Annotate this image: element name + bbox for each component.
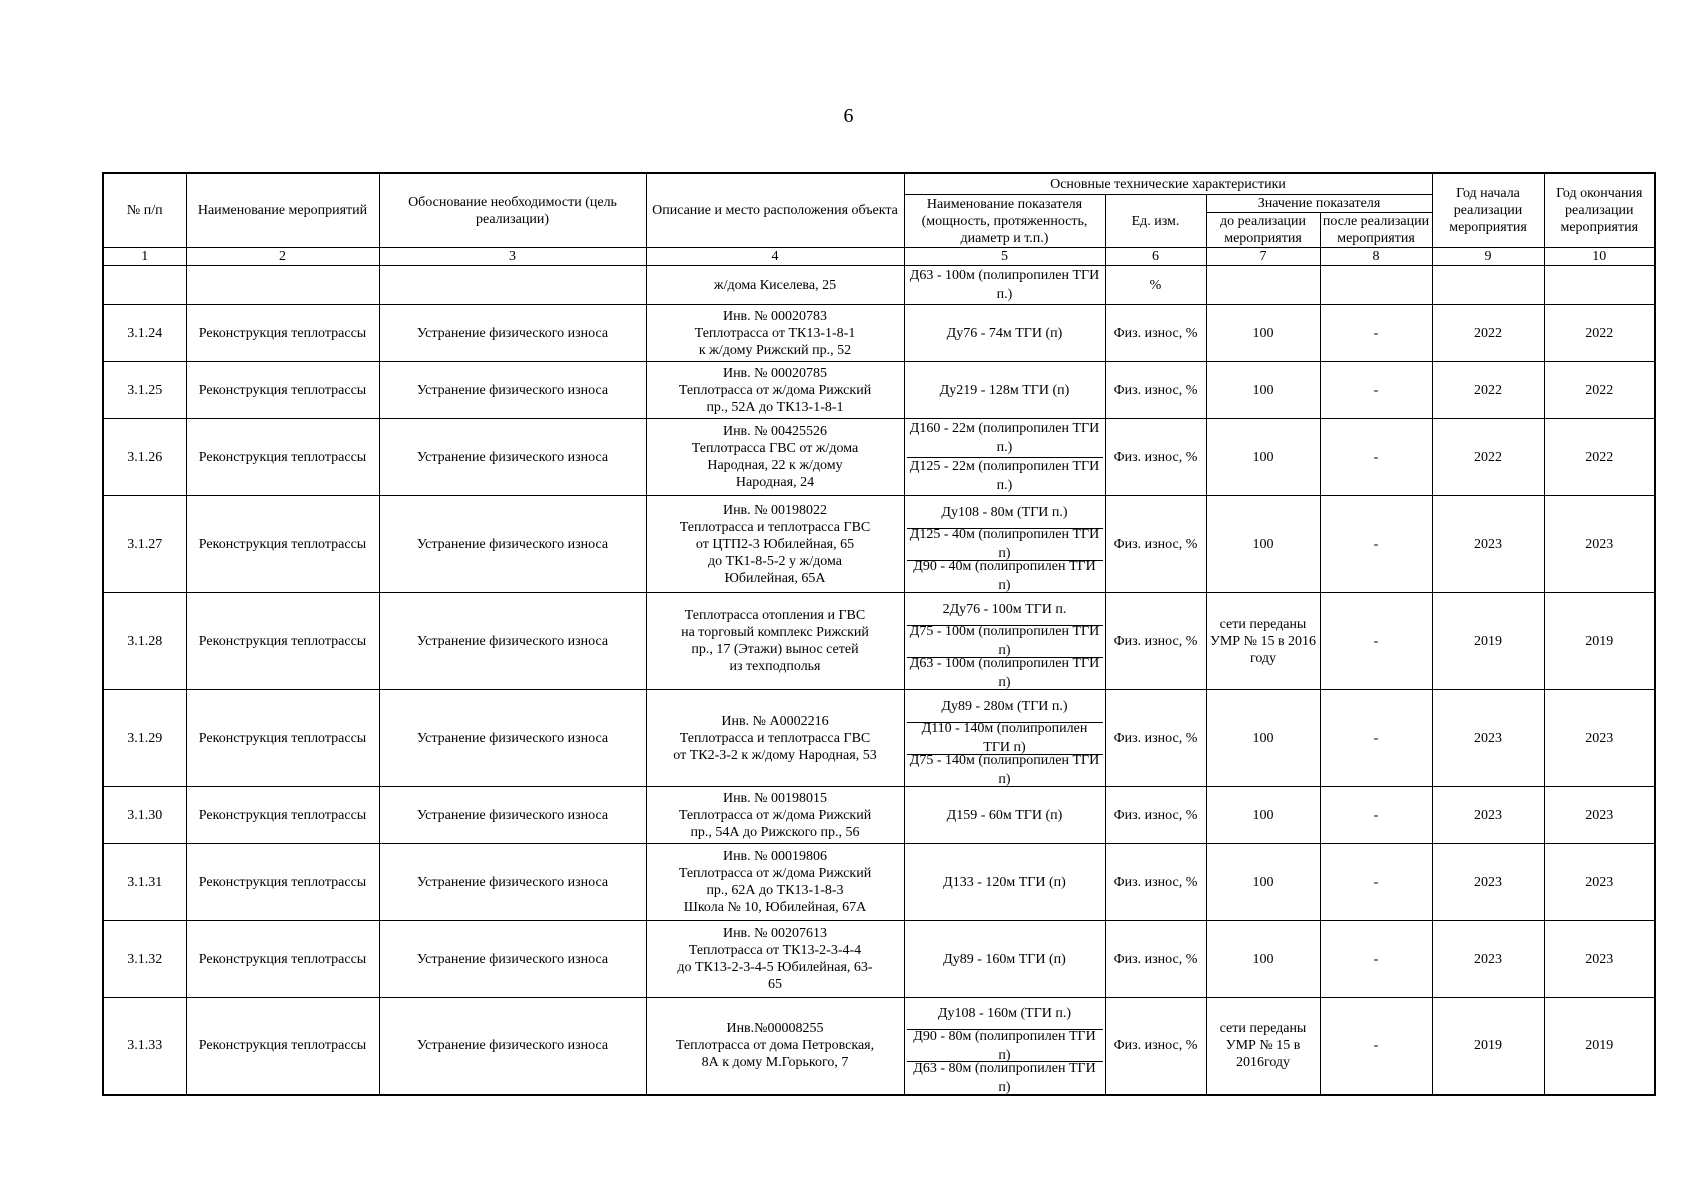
location-line: Теплотрасса от дома Петровская, [675,1038,875,1054]
cell-location [646,998,904,1095]
cell-reason: Устранение физического износа [379,593,646,690]
cell-num: 3.1.25 [103,362,186,419]
cell-end: 2023 [1544,787,1655,844]
cell-start: 2023 [1432,921,1544,998]
header-location: Описание и место расположения объекта [646,173,904,248]
location-line: Инв. № 00425526 [722,424,828,439]
cell-unit: Физ. износ, % [1105,419,1206,496]
location-line: к ж/дому Рижский пр., 52 [698,342,852,358]
header-num: № п/п [103,173,186,248]
location-line: Теплотрасса ГВС от ж/дома [691,441,859,456]
cell-num [103,266,186,305]
spec-item: Ду89 - 280м (ТГИ п.) [907,691,1103,723]
location-line: Теплотрасса отопления и ГВС [684,608,866,623]
cell-location: ж/дома Киселева, 25 [646,266,904,305]
cell-num: 3.1.28 [103,593,186,690]
location-line: Народная, 22 к ж/дому [707,458,843,473]
column-number: 9 [1432,248,1544,266]
cell-spec [904,690,1105,787]
cell-name [186,266,379,305]
spec-item: Д125 - 22м (полипропилен ТГИ п.) [909,459,1100,493]
location-line: Теплотрасса от ж/дома Рижский [678,866,872,881]
location-line: пр., 62А до ТК13-1-8-3 [706,883,844,898]
cell-end [1544,266,1655,305]
cell-name: Реконструкция теплотрассы [186,593,379,690]
cell-name: Реконструкция теплотрассы [186,496,379,593]
location-line: 8А к дому М.Горького, 7 [701,1055,849,1071]
cell-start: 2022 [1432,362,1544,419]
cell-spec [904,787,1105,844]
column-numbers-row [103,248,1655,266]
cell-start: 2022 [1432,305,1544,362]
header-value: Значение показателя [1206,195,1432,213]
cell-unit: Физ. износ, % [1105,593,1206,690]
header-tech: Основные технические характеристики [904,173,1432,195]
table-row [103,496,1655,593]
cell-spec [904,305,1105,362]
cell-spec [904,593,1105,690]
cell-name: Реконструкция теплотрассы [186,921,379,998]
cell-location [646,787,904,844]
cell-after: - [1320,593,1432,690]
cell-unit: Физ. износ, % [1105,998,1206,1095]
cell-num: 3.1.33 [103,998,186,1095]
cell-location [646,690,904,787]
header-end-year: Год окончания реализации мероприятия [1544,173,1655,248]
location-line: Инв. № 00207613 [722,926,828,941]
location-line: до ТК1-8-5-2 у ж/дома [708,553,842,569]
table-row [103,305,1655,362]
spec-item: Ду108 - 80м (ТГИ п.) [907,497,1103,529]
location-line: Инв. № 00020785 [722,365,828,381]
cell-reason: Устранение физического износа [379,690,646,787]
cell-before: 100 [1206,787,1320,844]
location-line: пр., 54А до Рижского пр., 56 [690,824,860,840]
cell-end: 2022 [1544,362,1655,419]
location-line: Школа № 10, Юбилейная, 67А [683,900,867,915]
header-unit: Ед. изм. [1105,195,1206,248]
cell-before: 100 [1206,305,1320,362]
cell-reason: Устранение физического износа [379,844,646,921]
cell-before [1206,266,1320,305]
location-line: Теплотрасса от ТК13-1-8-1 [694,325,856,341]
location-line: Инв. № 00020783 [722,308,828,324]
table-header [103,173,1655,266]
cell-location [646,921,904,998]
column-number: 8 [1320,248,1432,266]
cell-before: 100 [1206,690,1320,787]
cell-reason: Устранение физического износа [379,921,646,998]
location-line: Теплотрасса и теплотрасса ГВС [679,519,871,535]
location-line: от ТК2-3-2 к ж/дому Народная, 53 [673,747,877,763]
location-line: из техподполья [729,659,821,674]
cell-end: 2022 [1544,305,1655,362]
column-number: 4 [646,248,904,266]
cell-after: - [1320,998,1432,1095]
cell-location [646,593,904,690]
cell-start: 2023 [1432,844,1544,921]
cell-end: 2023 [1544,496,1655,593]
cell-location [646,362,904,419]
table-body [103,266,1655,1095]
cell-before: 100 [1206,419,1320,496]
header-before: до реализации мероприятия [1206,213,1320,248]
column-number: 7 [1206,248,1320,266]
spec-item: Д159 - 60м ТГИ (п) [946,807,1063,823]
spec-item: Д160 - 22м (полипропилен ТГИ п.) [907,420,1103,458]
cell-end: 2019 [1544,998,1655,1095]
cell-before: 100 [1206,844,1320,921]
column-number: 2 [186,248,379,266]
cell-reason: Устранение физического износа [379,305,646,362]
spec-item: Ду219 - 128м ТГИ (п) [939,382,1070,398]
cell-spec [904,266,1105,305]
spec-item: Д90 - 80м (полипропилен ТГИ п) [907,1030,1103,1062]
header-indicator-name: Наименование показателя (мощность, протяженность, диаметр и т.п.) [904,195,1105,248]
spec-item: Д125 - 40м (полипропилен ТГИ п) [907,529,1103,561]
cell-end: 2022 [1544,419,1655,496]
location-line: Народная, 24 [735,475,815,490]
cell-reason: Устранение физического износа [379,787,646,844]
cell-after: - [1320,787,1432,844]
column-number: 10 [1544,248,1655,266]
table-row [103,844,1655,921]
cell-name: Реконструкция теплотрассы [186,787,379,844]
cell-spec [904,921,1105,998]
cell-after: - [1320,690,1432,787]
cell-start: 2019 [1432,998,1544,1095]
cell-start: 2023 [1432,496,1544,593]
continuation-row [103,266,1655,305]
cell-num: 3.1.30 [103,787,186,844]
location-line: на торговый комплекс Рижский [681,625,869,640]
header-after: после реализации мероприятия [1320,213,1432,248]
cell-unit: Физ. износ, % [1105,305,1206,362]
cell-reason: Устранение физического износа [379,362,646,419]
cell-num: 3.1.24 [103,305,186,362]
spec-item: Д75 - 140м (полипропилен ТГИ п) [909,753,1100,787]
cell-unit: % [1105,266,1206,305]
column-number: 5 [904,248,1105,266]
cell-name: Реконструкция теплотрассы [186,690,379,787]
location-line: Инв. № 00198022 [722,502,828,518]
spec-item: Ду108 - 160м (ТГИ п.) [907,998,1103,1030]
cell-spec [904,496,1105,593]
header-name: Наименование мероприятий [186,173,379,248]
table-row [103,419,1655,496]
location-line: Теплотрасса от ж/дома Рижский [678,807,872,823]
cell-after [1320,266,1432,305]
cell-after: - [1320,496,1432,593]
cell-start: 2019 [1432,593,1544,690]
location-line: до ТК13-2-3-4-5 Юбилейная, 63- [677,960,873,975]
spec-item: Ду89 - 160м ТГИ (п) [943,951,1066,967]
table-row [103,690,1655,787]
spec-item: Д75 - 100м (полипропилен ТГИ п) [907,626,1103,658]
cell-end: 2023 [1544,844,1655,921]
header-start-year: Год начала реализации мероприятия [1432,173,1544,248]
cell-name: Реконструкция теплотрассы [186,305,379,362]
cell-unit: Физ. износ, % [1105,844,1206,921]
cell-unit: Физ. износ, % [1105,787,1206,844]
column-number: 6 [1105,248,1206,266]
location-line: Инв. № 00019806 [722,849,828,864]
spec-item: Д133 - 120м ТГИ (п) [943,874,1066,890]
cell-end: 2019 [1544,593,1655,690]
spec-item: Д90 - 40м (полипропилен ТГИ п) [913,559,1096,593]
cell-before: 100 [1206,496,1320,593]
cell-after: - [1320,305,1432,362]
cell-before: сети переданы УМР № 15 в 2016 году [1206,593,1320,690]
cell-start: 2023 [1432,787,1544,844]
cell-name: Реконструкция теплотрассы [186,362,379,419]
location-line: Юбилейная, 65А [724,570,826,586]
cell-num: 3.1.31 [103,844,186,921]
location-line: Теплотрасса от ж/дома Рижский [678,382,872,398]
cell-location [646,844,904,921]
cell-num: 3.1.29 [103,690,186,787]
table-row [103,593,1655,690]
cell-after: - [1320,419,1432,496]
spec-item: Д63 - 80м (полипропилен ТГИ п) [913,1060,1096,1095]
cell-after: - [1320,844,1432,921]
spec-item: Д110 - 140м (полипропилен ТГИ п) [907,723,1103,755]
column-number: 3 [379,248,646,266]
cell-name: Реконструкция теплотрассы [186,998,379,1095]
cell-before: сети переданы УМР № 15 в 2016году [1206,998,1320,1095]
cell-end: 2023 [1544,921,1655,998]
cell-spec [904,844,1105,921]
cell-before: 100 [1206,921,1320,998]
location-line: Инв. № 00198015 [722,790,828,806]
cell-unit: Физ. износ, % [1105,496,1206,593]
measures-table [102,172,1656,1096]
cell-reason [379,266,646,305]
cell-unit: Физ. износ, % [1105,690,1206,787]
cell-num: 3.1.32 [103,921,186,998]
header-reason: Обоснование необходимости (цель реализации) [379,173,646,248]
cell-start [1432,266,1544,305]
cell-after: - [1320,362,1432,419]
table-row [103,787,1655,844]
cell-location [646,419,904,496]
cell-name: Реконструкция теплотрассы [186,844,379,921]
location-line: Инв. № А0002216 [721,713,829,729]
cell-start: 2022 [1432,419,1544,496]
table-row [103,362,1655,419]
location-line: пр., 52А до ТК13-1-8-1 [706,399,844,415]
table-row [103,998,1655,1095]
spec-item: Д63 - 100м (полипропилен ТГИ п.) [909,268,1100,302]
location-line: Инв.№00008255 [726,1021,824,1037]
location-line: Теплотрасса и теплотрасса ГВС [679,730,871,746]
cell-num: 3.1.26 [103,419,186,496]
page-number: 6 [843,105,854,127]
location-line: Теплотрасса от ТК13-2-3-4-4 [688,943,862,958]
spec-item: Ду76 - 74м ТГИ (п) [946,325,1063,341]
cell-end: 2023 [1544,690,1655,787]
table-row [103,921,1655,998]
cell-location [646,305,904,362]
cell-spec [904,998,1105,1095]
cell-name: Реконструкция теплотрассы [186,419,379,496]
cell-unit: Физ. износ, % [1105,921,1206,998]
cell-num: 3.1.27 [103,496,186,593]
cell-reason: Устранение физического износа [379,496,646,593]
cell-spec [904,419,1105,496]
spec-item: Д63 - 100м (полипропилен ТГИ п) [909,656,1100,690]
cell-start: 2023 [1432,690,1544,787]
cell-reason: Устранение физического износа [379,998,646,1095]
cell-unit: Физ. износ, % [1105,362,1206,419]
cell-before: 100 [1206,362,1320,419]
location-line: от ЦТП2-3 Юбилейная, 65 [695,536,855,552]
cell-reason: Устранение физического износа [379,419,646,496]
cell-location [646,496,904,593]
location-line: 65 [768,977,782,992]
cell-after: - [1320,921,1432,998]
location-line: пр., 17 (Этажи) вынос сетей [691,642,859,657]
spec-item: 2Ду76 - 100м ТГИ п. [907,594,1103,626]
cell-spec [904,362,1105,419]
column-number: 1 [103,248,186,266]
